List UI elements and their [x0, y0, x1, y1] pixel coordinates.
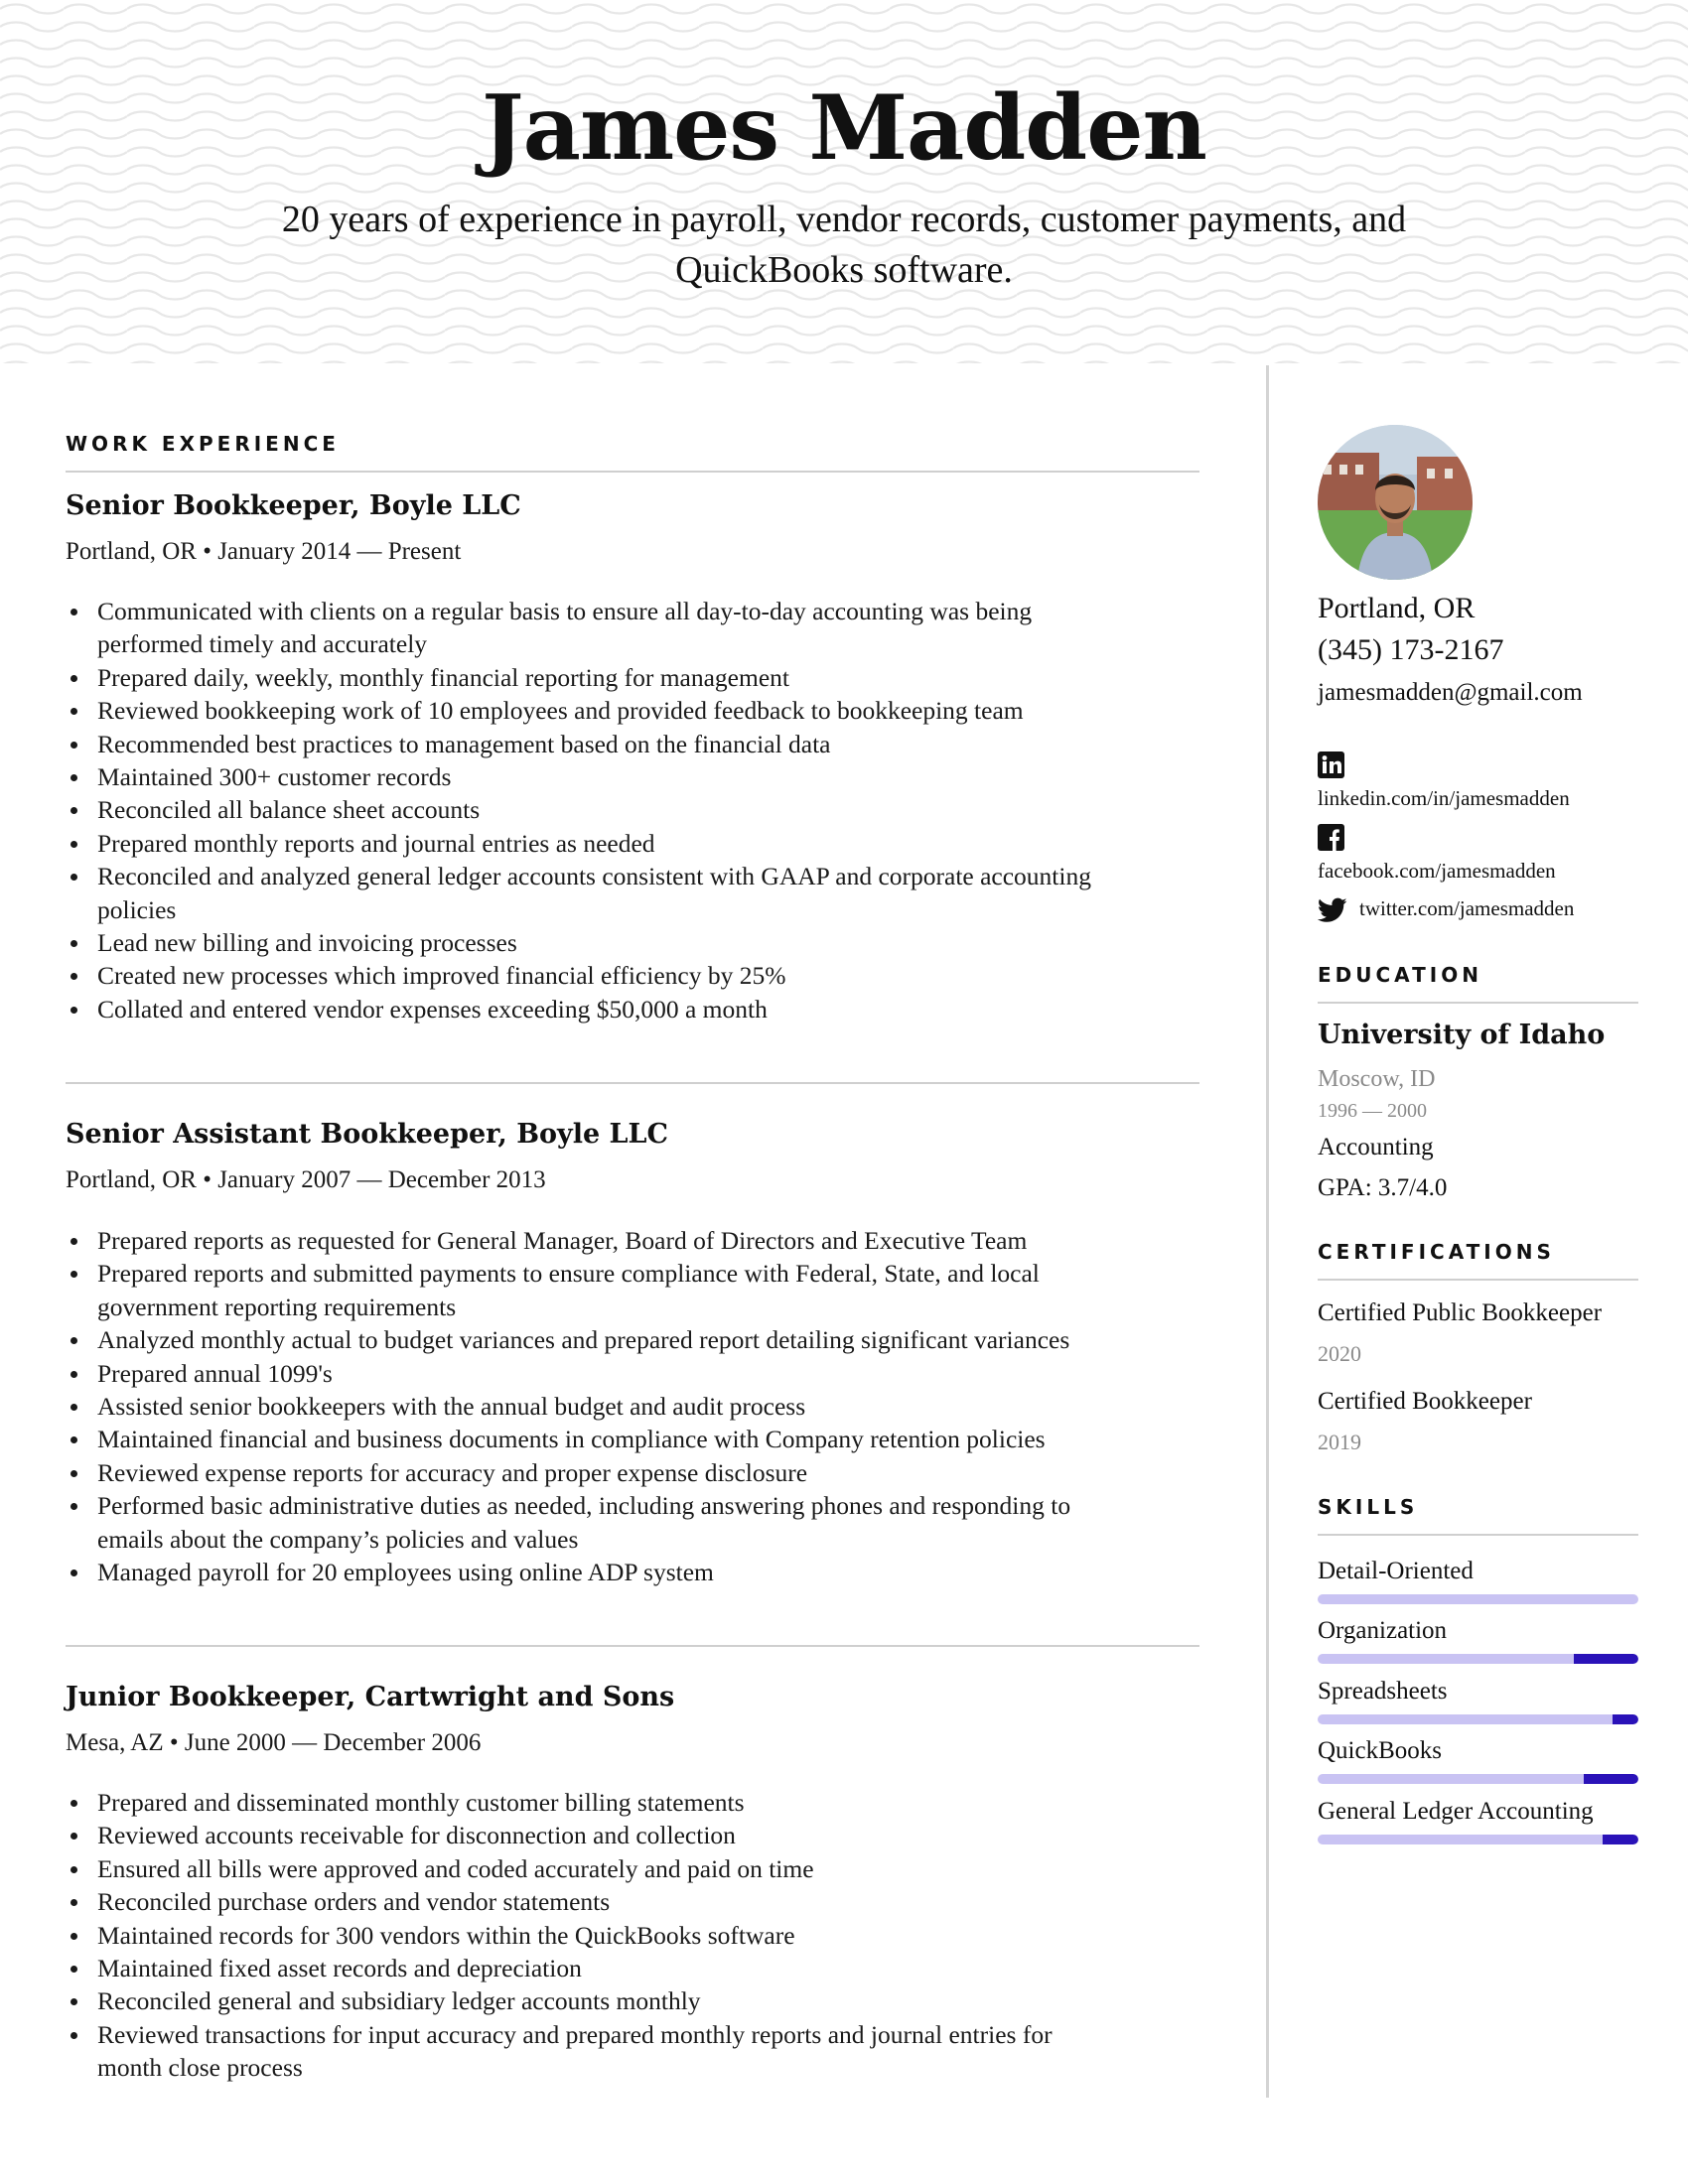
- list-item: Maintained records for 300 vendors within the QuickBooks software: [66, 1919, 1199, 1952]
- section-rule: [66, 471, 1199, 473]
- list-item: Reconciled and analyzed general ledger accounts consistent with GAAP and corporate accounting: [66, 860, 1199, 892]
- profile-photo: [1318, 425, 1473, 580]
- job-bullet-list: [66, 1224, 1199, 1588]
- section-rule: [1318, 1279, 1638, 1281]
- list-item: Analyzed monthly actual to budget variances and prepared report detailing significant variances: [66, 1323, 1199, 1356]
- list-item-continuation: emails about the company’s policies and values: [97, 1524, 579, 1554]
- column-divider: [1266, 365, 1269, 2098]
- list-item: Managed payroll for 20 employees using online ADP system: [66, 1556, 1199, 1588]
- list-item: Prepared and disseminated monthly customer billing statements: [66, 1786, 1199, 1819]
- section-rule: [1318, 1002, 1638, 1004]
- job-title: Junior Bookkeeper, Cartwright and Sons: [66, 1682, 675, 1712]
- skill-level-bar: [1318, 1594, 1638, 1604]
- section-heading-education: EDUCATION: [1318, 963, 1482, 987]
- list-item: Prepared monthly reports and journal entries as needed: [66, 827, 1199, 860]
- section-rule: [1318, 1534, 1638, 1536]
- job-title: Senior Assistant Bookkeeper, Boyle LLC: [66, 1119, 669, 1150]
- facebook-icon[interactable]: [1318, 824, 1344, 851]
- list-item: Reviewed transactions for input accuracy and prepared monthly reports and journal entries for: [66, 2018, 1199, 2051]
- twitter-link[interactable]: twitter.com/jamesmadden: [1359, 896, 1575, 920]
- list-item: Prepared reports as requested for General Manager, Board of Directors and Executive Team: [66, 1224, 1199, 1257]
- skill-name: Detail-Oriented: [1318, 1558, 1474, 1584]
- list-item: Reviewed bookkeeping work of 10 employees and provided feedback to bookkeeping team: [66, 694, 1199, 727]
- contact-location: Portland, OR: [1318, 592, 1476, 624]
- list-item: Assisted senior bookkeepers with the annual budget and audit process: [66, 1390, 1199, 1423]
- list-item: Maintained financial and business documents in compliance with Company retention policies: [66, 1423, 1199, 1455]
- linkedin-icon[interactable]: [1318, 751, 1344, 778]
- list-item-continuation: month close process: [97, 2053, 303, 2083]
- job-meta: Mesa, AZ • June 2000 — December 2006: [66, 1729, 482, 1756]
- list-item-continuation: performed timely and accurately: [97, 629, 428, 659]
- section-heading-skills: SKILLS: [1318, 1495, 1419, 1519]
- education-gpa: GPA: 3.7/4.0: [1318, 1174, 1448, 1201]
- list-item: Collated and entered vendor expenses exceeding $50,000 a month: [66, 993, 1199, 1025]
- job-meta: Portland, OR • January 2014 — Present: [66, 538, 462, 565]
- list-item: Reconciled all balance sheet accounts: [66, 793, 1199, 826]
- skill-level-gap: [1603, 1835, 1638, 1844]
- skill-name: General Ledger Accounting: [1318, 1798, 1594, 1825]
- list-item: Ensured all bills were approved and coded accurately and paid on time: [66, 1852, 1199, 1885]
- job-bullet-list: [66, 595, 1199, 1025]
- header-banner: [0, 0, 1688, 363]
- list-item: Reviewed expense reports for accuracy and proper expense disclosure: [66, 1456, 1199, 1489]
- school-name: University of Idaho: [1318, 1020, 1606, 1050]
- skill-level-bar: [1318, 1835, 1638, 1844]
- job-separator: [66, 1082, 1199, 1084]
- certification-year: 2020: [1318, 1341, 1361, 1366]
- facebook-link[interactable]: facebook.com/jamesmadden: [1318, 859, 1556, 883]
- list-item: Prepared daily, weekly, monthly financial reporting for management: [66, 661, 1199, 694]
- avatar-illustration: [1318, 425, 1473, 580]
- list-item: Maintained 300+ customer records: [66, 760, 1199, 793]
- skill-name: Organization: [1318, 1617, 1448, 1644]
- job-meta: Portland, OR • January 2007 — December 2013: [66, 1166, 546, 1193]
- candidate-name: James Madden: [482, 75, 1206, 181]
- list-item: Recommended best practices to management based on the financial data: [66, 728, 1199, 760]
- certification-name: Certified Public Bookkeeper: [1318, 1299, 1603, 1326]
- linkedin-link[interactable]: linkedin.com/in/jamesmadden: [1318, 786, 1570, 810]
- job-bullet-list: [66, 1786, 1199, 2085]
- education-years: 1996 — 2000: [1318, 1100, 1427, 1122]
- section-heading-work-experience: WORK EXPERIENCE: [66, 432, 340, 456]
- skill-name: Spreadsheets: [1318, 1678, 1448, 1705]
- education-major: Accounting: [1318, 1134, 1434, 1160]
- skill-level-gap: [1613, 1714, 1638, 1724]
- list-item: Lead new billing and invoicing processes: [66, 926, 1199, 959]
- list-item: Prepared reports and submitted payments to ensure compliance with Federal, State, and local: [66, 1257, 1199, 1290]
- job-separator: [66, 1645, 1199, 1647]
- wave-pattern-background: [0, 0, 1688, 363]
- skill-level-gap: [1574, 1654, 1638, 1664]
- list-item: Reconciled general and subsidiary ledger accounts monthly: [66, 1984, 1199, 2017]
- list-item: Reconciled purchase orders and vendor statements: [66, 1885, 1199, 1918]
- list-item: Prepared annual 1099's: [66, 1357, 1199, 1390]
- certification-name: Certified Bookkeeper: [1318, 1388, 1532, 1415]
- contact-email[interactable]: jamesmadden@gmail.com: [1318, 679, 1583, 706]
- list-item: Maintained fixed asset records and depreciation: [66, 1952, 1199, 1984]
- school-location: Moscow, ID: [1318, 1066, 1436, 1092]
- list-item: Performed basic administrative duties as needed, including answering phones and responding to: [66, 1489, 1199, 1522]
- skill-level-bar: [1318, 1654, 1638, 1664]
- summary-line: 20 years of experience in payroll, vendor records, customer payments, and: [281, 199, 1407, 240]
- list-item-continuation: policies: [97, 894, 177, 924]
- twitter-icon[interactable]: [1318, 897, 1347, 923]
- contact-phone: (345) 173-2167: [1318, 633, 1504, 666]
- skill-level-bar: [1318, 1774, 1638, 1784]
- job-title: Senior Bookkeeper, Boyle LLC: [66, 490, 521, 521]
- profile-summary: [179, 195, 1509, 296]
- summary-line: QuickBooks software.: [675, 249, 1013, 291]
- list-item: Reviewed accounts receivable for disconnection and collection: [66, 1819, 1199, 1851]
- list-item: Communicated with clients on a regular basis to ensure all day-to-day accounting was being: [66, 595, 1199, 627]
- list-item-continuation: government reporting requirements: [97, 1292, 457, 1321]
- skill-name: QuickBooks: [1318, 1737, 1442, 1764]
- skill-level-gap: [1584, 1774, 1638, 1784]
- section-heading-certifications: CERTIFICATIONS: [1318, 1240, 1555, 1264]
- list-item: Created new processes which improved financial efficiency by 25%: [66, 959, 1199, 992]
- certification-year: 2019: [1318, 1430, 1361, 1454]
- skill-level-bar: [1318, 1714, 1638, 1724]
